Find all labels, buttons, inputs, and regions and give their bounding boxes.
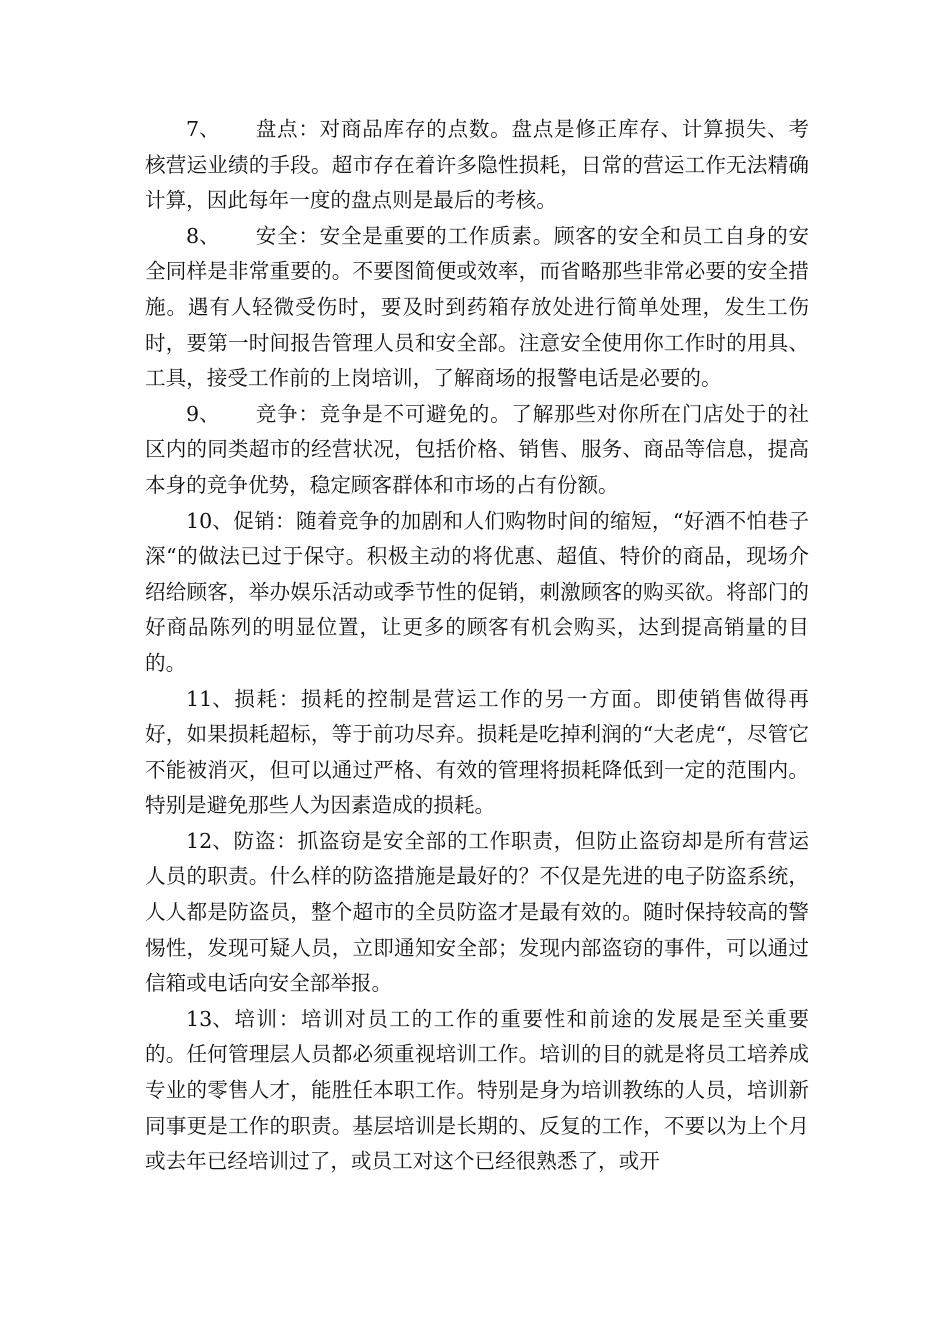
paragraph-11 bbox=[145, 682, 809, 824]
paragraph-text: 促销：随着竞争的加剧和人们购物时间的缩短，“好酒不怕巷子深“的做法已过于保守。积极主动的将优惠、超值、特价的商品，现场介绍给顾客，举办娱乐活动或季节性的促销，刺激顾客的购买欲。将部门的好商品陈列的明显位置，让更多的顾客有机会购买，达到提高销量的目的。 bbox=[145, 508, 809, 675]
paragraph-text: 竞争：竞争是不可避免的。了解那些对你所在门店处于的社区内的同类超市的经营状况，包括价格、销售、服务、商品等信息，提高本身的竞争优势，稳定顾客群体和市场的占有份额。 bbox=[145, 401, 809, 497]
item-number: 7、 bbox=[186, 117, 220, 141]
paragraph-text: 损耗：损耗的控制是营运工作的另一方面。即使销售做得再好，如果损耗超标，等于前功尽弃。损耗是吃掉利润的“大老虎“，尽管它不能被消灭，但可以通过严格、有效的管理将损耗降低到一定的范围内。特别是避免那些人为因素造成的损耗。 bbox=[145, 686, 809, 818]
item-number: 9、 bbox=[186, 401, 220, 426]
paragraph-13 bbox=[145, 1002, 809, 1180]
item-number: 10、 bbox=[186, 508, 233, 533]
paragraph-8 bbox=[145, 219, 809, 397]
paragraph-10 bbox=[145, 504, 809, 682]
item-number: 13、 bbox=[186, 1006, 233, 1031]
paragraph-text: 培训：培训对员工的工作的重要性和前途的发展是至关重要的。任何管理层人员都必须重视培训工作。培训的目的就是将员工培养成专业的零售人才，能胜任本职工作。特别是身为培训教练的人员，培训新同事更是工作的职责。基层培训是长期的、反复的工作，不要以为上个月或去年已经培训过了，或员工对这个已经很熟悉了，或开 bbox=[145, 1006, 809, 1174]
document-body bbox=[145, 112, 809, 1180]
paragraph-7 bbox=[145, 112, 809, 219]
paragraph-9 bbox=[145, 397, 809, 504]
paragraph-text: 安全：安全是重要的工作质素。顾客的安全和员工自身的安全同样是非常重要的。不要图简便或效率，而省略那些非常必要的安全措施。遇有人轻微受伤时，要及时到药箱存放处进行简单处理，发生工伤时，要第一时间报告管理人员和安全部。注意安全使用你工作时的用具、工具，接受工作前的上岗培训，了解商场的报警电话是必要的。 bbox=[145, 223, 809, 391]
paragraph-12 bbox=[145, 824, 809, 1002]
item-number: 11、 bbox=[186, 686, 233, 711]
paragraph-text: 盘点：对商品库存的点数。盘点是修正库存、计算损失、考核营运业绩的手段。超市存在着许多隐性损耗，日常的营运工作无法精确计算，因此每年一度的盘点则是最后的考核。 bbox=[145, 117, 809, 213]
item-number: 8、 bbox=[186, 223, 220, 248]
item-number: 12、 bbox=[186, 828, 233, 853]
paragraph-text: 防盗：抓盗窃是安全部的工作职责，但防止盗窃却是所有营运人员的职责。什么样的防盗措施是最好的？不仅是先进的电子防盗系统，人人都是防盗员，整个超市的全员防盗才是最有效的。随时保持较高的警惕性，发现可疑人员，立即通知安全部；发现内部盗窃的事件，可以通过信箱或电话向安全部举报。 bbox=[145, 828, 809, 996]
